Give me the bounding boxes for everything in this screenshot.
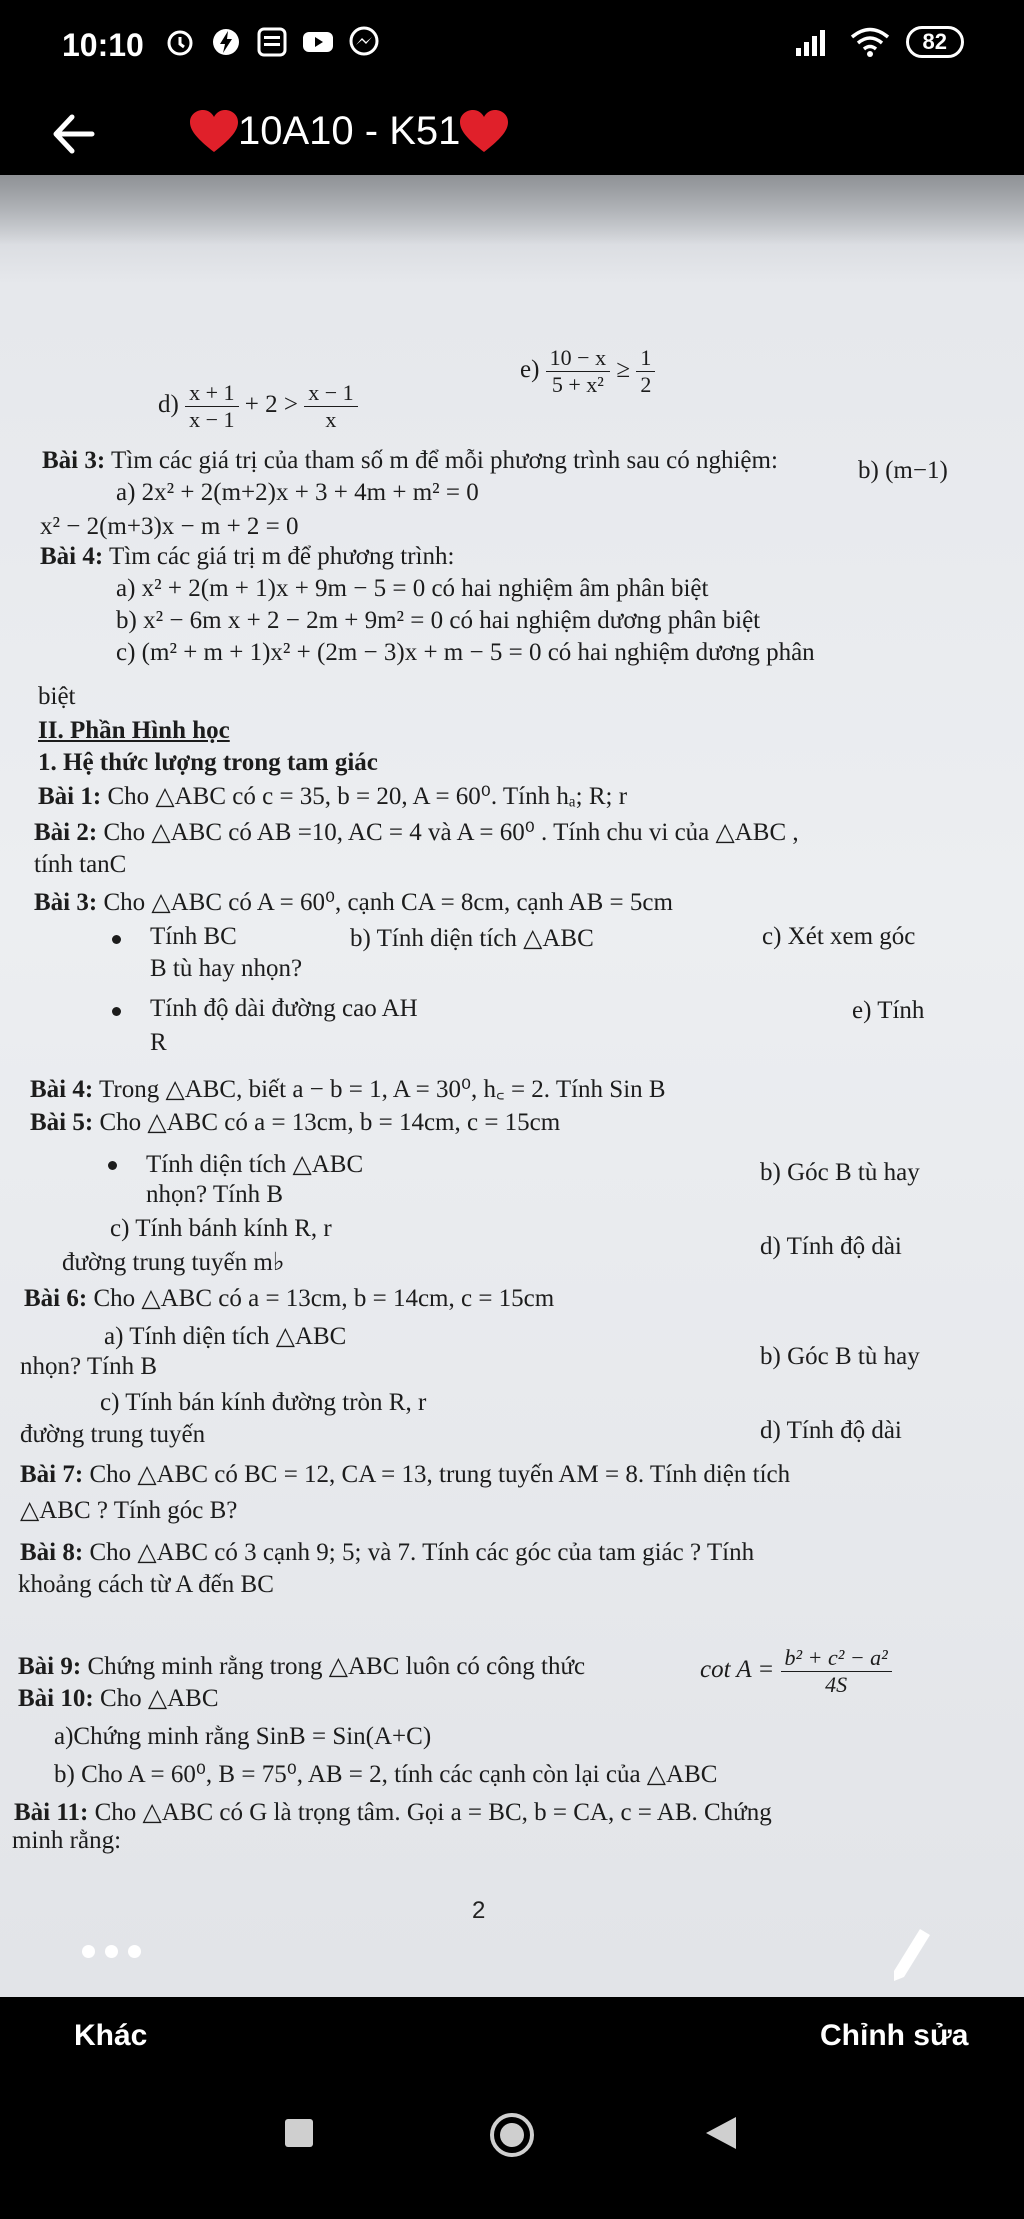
exercise-number: Bài 6: (24, 1285, 88, 1312)
status-notification-icons (164, 26, 380, 58)
status-time: 10:10 (62, 27, 144, 63)
exercise-number: Bài 10: (18, 1685, 94, 1712)
fraction-numerator: 10 − x (546, 345, 610, 372)
exercise-line: a) Tính diện tích △ABC (104, 1323, 347, 1350)
exercise-line: nhọn? Tính B (146, 1181, 284, 1208)
exercise-line: a) 2x² + 2(m+2)x + 3 + 4m + m² = 0 (116, 479, 479, 506)
exercise-text: Cho △ABC có BC = 12, CA = 13, trung tuyến AM = 8. Tính diện tích (83, 1461, 791, 1488)
status-system-icons (794, 26, 964, 58)
exercise-line: b) (m−1) (858, 457, 948, 484)
pen-icon[interactable] (890, 1925, 934, 1985)
more-button[interactable]: Khác (74, 2019, 148, 2052)
exercise-line: Tính BC (150, 923, 237, 950)
exercise-text: Cho △ABC có a = 13cm, b = 14cm, c = 15cm (87, 1285, 555, 1312)
geo-bai1 (38, 781, 627, 811)
fraction-denominator: x (325, 407, 337, 432)
exercise-line: b) Góc B tù hay (760, 1159, 920, 1186)
exercise-number: Bài 4: (30, 1076, 94, 1103)
exercise-number: Bài 9: (18, 1653, 82, 1680)
exercise-number: Bài 8: (20, 1539, 84, 1566)
document-page (0, 175, 1024, 1997)
shield-bolt-icon (210, 26, 242, 58)
wifi-icon (850, 26, 890, 58)
exercise-line: b) Góc B tù hay (760, 1343, 920, 1370)
geo-bai8 (20, 1537, 754, 1567)
exercise-text: Trong △ABC, biết a − b = 1, A = 30⁰, h꜀ = 2. Tính Sin B (93, 1076, 666, 1103)
geo-bai6 (24, 1283, 554, 1313)
exercise-text: Chứng minh rằng trong △ABC luôn có công thức (81, 1653, 586, 1680)
alarm-icon (164, 26, 196, 58)
heart-icon (460, 110, 508, 154)
exercise-text: Cho △ABC có c = 35, b = 20, A = 60⁰. Tính hₐ; R; r (101, 783, 628, 810)
exercise-line: c) Tính bán kính đường tròn R, r (100, 1389, 427, 1416)
exercise-line: đường trung tuyến m♭ (62, 1249, 285, 1276)
geo-bai3 (34, 887, 673, 917)
exercise-text: Tìm các giá trị m để phương trình: (103, 543, 455, 570)
app-badge-icon (256, 26, 288, 58)
exercise-line: biệt (38, 683, 76, 710)
geo-bai7 (20, 1459, 790, 1489)
exercise-line: △ABC ? Tính góc B? (20, 1497, 238, 1524)
geo-bai9 (18, 1651, 585, 1681)
bullet (108, 1161, 117, 1170)
exercise-line: b) x² − 6m x + 2 − 2m + 9m² = 0 có hai nghiệm dương phân biệt (116, 607, 761, 634)
fraction (636, 345, 655, 398)
exercise-line: a) x² + 2(m + 1)x + 9m − 5 = 0 có hai nghiệm âm phân biệt (116, 575, 709, 602)
exercise-number: Bài 5: (30, 1109, 94, 1136)
home-icon[interactable] (488, 2111, 536, 2159)
exercise-line: e) Tính (852, 997, 925, 1024)
status-bar (0, 0, 1024, 95)
youtube-icon (302, 26, 334, 58)
exercise-line: a)Chứng minh rằng SinB = Sin(A+C) (54, 1723, 432, 1750)
fraction (546, 345, 610, 398)
exercise-text: Cho △ABC có a = 13cm, b = 14cm, c = 15cm (93, 1109, 561, 1136)
album-title (190, 109, 508, 154)
exercise-number: Bài 4: (40, 543, 104, 570)
fraction-numerator: 1 (636, 345, 655, 372)
recent-apps-icon[interactable] (283, 2117, 315, 2149)
geo-bai5 (30, 1107, 560, 1137)
fraction (185, 380, 238, 433)
fraction-denominator: x − 1 (189, 407, 235, 432)
exercise-line: B tù hay nhọn? (150, 955, 303, 982)
exercise-text: Cho △ABC có AB =10, AC = 4 và A = 60⁰ . Tính chu vi của △ABC , (97, 819, 799, 846)
ineq-e-label: e) (520, 356, 540, 384)
ineq-e-op: ≥ (616, 356, 631, 384)
exercise-line: Tính độ dài đường cao AH (150, 995, 418, 1022)
exercise-number: Bài 1: (38, 783, 102, 810)
heart-icon (190, 110, 238, 154)
ineq-d-label: d) (158, 391, 179, 419)
exercise-line: Tính diện tích △ABC (146, 1151, 364, 1178)
subsection-heading: 1. Hệ thức lượng trong tam giác (38, 749, 378, 776)
geo-bai2 (34, 817, 799, 847)
exercise-text: Cho △ABC có A = 60⁰, cạnh CA = 8cm, cạnh AB = 5cm (97, 889, 673, 916)
exercise-text: Cho △ABC có 3 cạnh 9; 5; và 7. Tính các góc của tam giác ? Tính (83, 1539, 755, 1566)
exercise-line: nhọn? Tính B (20, 1353, 158, 1380)
exercise-text: Cho △ABC (93, 1685, 219, 1712)
back-arrow-icon[interactable] (48, 109, 98, 159)
bullet (112, 1007, 121, 1016)
bottom-bar (0, 1997, 1024, 2219)
exercise-number: Bài 7: (20, 1461, 84, 1488)
geo-bai11 (14, 1797, 772, 1827)
photo-viewer[interactable] (0, 175, 1024, 1997)
exercise-number: Bài 3: (34, 889, 98, 916)
exercise-line: R (150, 1029, 167, 1056)
exercise-line: d) Tính độ dài (760, 1233, 902, 1260)
fraction-numerator: x − 1 (304, 380, 357, 407)
exercise-line: c) Tính bánh kính R, r (110, 1215, 332, 1242)
app-bar (0, 95, 1024, 175)
exercise-line: b) Tính diện tích △ABC (350, 925, 594, 952)
exercise-number: Bài 2: (34, 819, 98, 846)
battery-icon: 82 (906, 26, 964, 58)
fraction (781, 1645, 892, 1698)
exercise-number: Bài 3: (42, 447, 106, 474)
bai3-heading (42, 447, 778, 475)
ellipsis-icon[interactable] (82, 1945, 141, 1958)
exercise-text: Cho △ABC có G là trọng tâm. Gọi a = BC, b = CA, c = AB. Chứng (88, 1799, 772, 1826)
exercise-line: x² − 2(m+3)x − m + 2 = 0 (40, 513, 299, 540)
page-number: 2 (472, 1897, 486, 1924)
back-triangle-icon[interactable] (704, 2115, 738, 2151)
exercise-number: Bài 11: (14, 1799, 89, 1826)
formula-lhs: cot A = (700, 1656, 775, 1684)
fraction (304, 380, 357, 433)
edit-button[interactable]: Chỉnh sửa (820, 2019, 969, 2052)
fraction-denominator: 5 + x² (551, 372, 604, 397)
exercise-line: b) Cho A = 60⁰, B = 75⁰, AB = 2, tính các cạnh còn lại của △ABC (54, 1761, 718, 1788)
exercise-line: minh rằng: (12, 1827, 122, 1854)
fraction-numerator: x + 1 (185, 380, 238, 407)
bai4-heading (40, 543, 454, 571)
ineq-e (520, 345, 655, 398)
exercise-line: tính tanC (34, 851, 127, 878)
bullet (112, 935, 121, 944)
geo-bai4 (30, 1071, 666, 1105)
exercise-text: Tìm các giá trị của tham số m để mỗi phương trình sau có nghiệm: (105, 447, 778, 474)
messenger-icon (348, 26, 380, 58)
signal-icon (794, 26, 834, 58)
exercise-line: khoảng cách từ A đến BC (18, 1571, 274, 1598)
cot-formula (700, 1645, 892, 1698)
geo-bai10 (18, 1683, 219, 1713)
ineq-d (158, 380, 358, 433)
exercise-line: c) Xét xem góc (762, 923, 916, 950)
exercise-line: c) (m² + m + 1)x² + (2m − 3)x + m − 5 = 0 có hai nghiệm dương phân (116, 639, 815, 666)
album-title-text: 10A10 - K51 (238, 109, 461, 153)
fraction-denominator: 4S (825, 1672, 848, 1697)
fraction-numerator: b² + c² − a² (781, 1645, 892, 1672)
section-heading: II. Phần Hình học (38, 717, 230, 744)
exercise-line: đường trung tuyến (20, 1421, 206, 1448)
exercise-line: d) Tính độ dài (760, 1417, 902, 1444)
fraction-denominator: 2 (640, 372, 652, 397)
ineq-d-op: + 2 > (244, 391, 298, 419)
